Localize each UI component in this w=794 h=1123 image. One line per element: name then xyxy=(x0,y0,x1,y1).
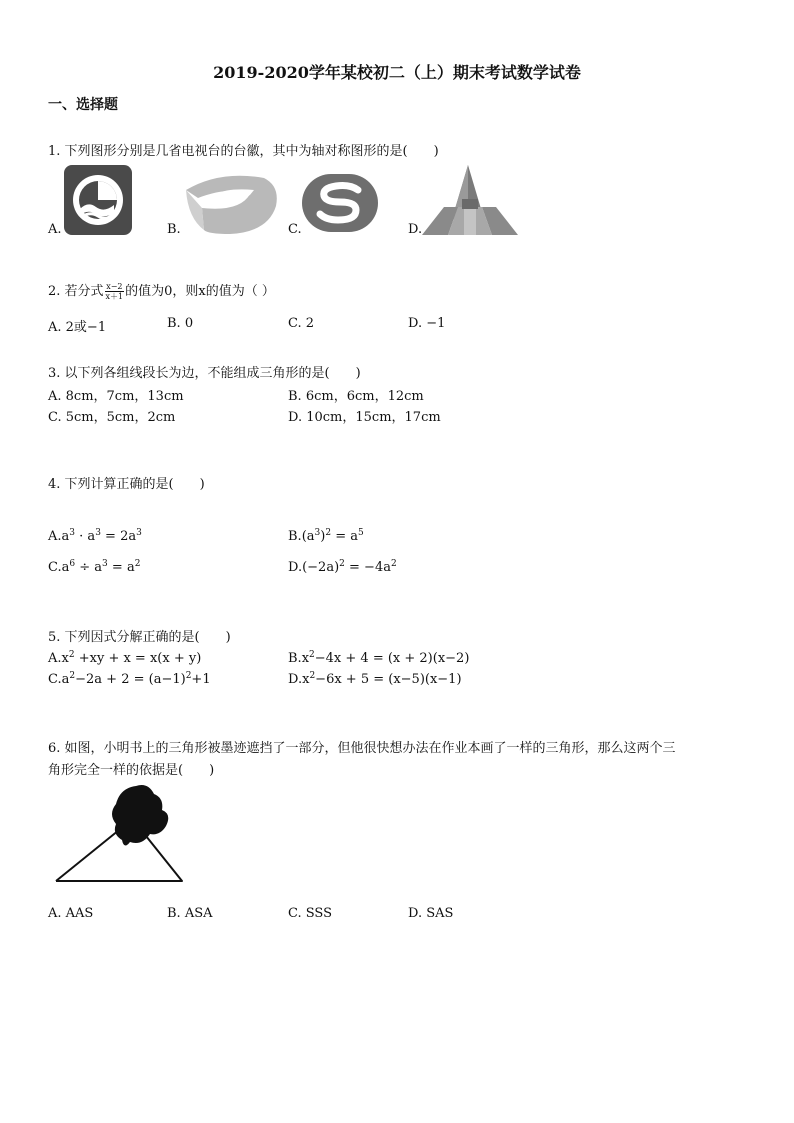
swoosh-logo-icon xyxy=(180,168,280,236)
q5-a-exp1: 2 xyxy=(68,650,75,660)
q4-option-d xyxy=(288,559,397,575)
q6-option-a: A. AAS xyxy=(48,906,94,921)
q5-b-part2: −4x + 4 = (x + 2)(x−2) xyxy=(314,651,470,666)
q4-d-exp1: 2 xyxy=(339,559,345,569)
q4-b-label: B. xyxy=(288,529,302,544)
q5-c-label: C. xyxy=(48,672,62,687)
q4-c-part2: ÷ a xyxy=(75,560,103,575)
q5-option-a xyxy=(48,650,201,666)
q4-b-part2: ) xyxy=(320,529,326,544)
q5-b-label: B. xyxy=(288,651,302,666)
q5-a-label: A. xyxy=(48,651,62,666)
q4-a-part2: · a xyxy=(75,529,96,544)
q5-c-part2: −2a + 2 = (a−1) xyxy=(75,672,186,687)
q3-option-a: A. 8cm，7cm，13cm xyxy=(48,389,184,404)
q2-option-a: A. 2或−1 xyxy=(48,320,107,335)
question-3-stem: 3. 以下列各组线段长为边，不能组成三角形的是( ) xyxy=(48,366,361,381)
q1-option-c-label: C. xyxy=(288,222,302,237)
question-4-stem: 4. 下列计算正确的是( ) xyxy=(48,477,205,492)
s-logo-icon xyxy=(300,172,380,234)
q4-option-b xyxy=(288,528,364,544)
q4-option-c xyxy=(48,559,140,575)
q4-a-part1: a xyxy=(61,529,70,544)
q5-d-label: D. xyxy=(288,672,303,687)
pyramid-logo-icon xyxy=(422,165,518,237)
q5-option-d xyxy=(288,671,462,687)
q4-b-part1: (a xyxy=(301,529,315,544)
q1-option-d-label: D. xyxy=(408,222,423,237)
q3-option-d: D. 10cm，15cm，17cm xyxy=(288,410,441,425)
q1-option-a-label: A. xyxy=(48,222,62,237)
question-5-stem: 5. 下列因式分解正确的是( ) xyxy=(48,630,231,645)
q2-numerator: x−2 xyxy=(106,282,123,291)
circle-wave-logo-icon xyxy=(64,165,132,235)
page-title: 2019-2020学年某校初二（上）期末考试数学试卷 xyxy=(213,63,581,82)
q5-a-part2: +xy + x = x(x + y) xyxy=(74,651,202,666)
q4-a-exp3: 3 xyxy=(136,528,142,538)
q4-a-exp2: 3 xyxy=(95,528,101,538)
question-1-stem: 1. 下列图形分别是几省电视台的台徽，其中为轴对称图形的是( ) xyxy=(48,144,439,159)
q5-d-part2: −6x + 5 = (x−5)(x−1) xyxy=(315,672,462,687)
q6-option-c: C. SSS xyxy=(288,906,333,921)
question-6-line-1: 6. 如图，小明书上的三角形被墨迹遮挡了一部分，但他很快想办法在作业本画了一样的三角形，那么这两个三 xyxy=(48,741,676,756)
q2-option-d: D. −1 xyxy=(408,316,446,331)
q4-b-exp2: 2 xyxy=(325,528,332,538)
q2-fraction xyxy=(105,282,125,301)
q4-d-part1: (−2a) xyxy=(302,560,340,575)
q4-c-part1: a xyxy=(61,560,70,575)
q5-b-exp1: 2 xyxy=(309,650,315,660)
question-6-line-2: 角形完全一样的依据是( ) xyxy=(48,763,215,778)
section-heading: 一、选择题 xyxy=(48,97,118,113)
q4-c-exp1: 6 xyxy=(69,559,76,569)
q2-stem-post: 的值为0，则x的值为（ ） xyxy=(125,284,275,299)
q5-c-exp2: 2 xyxy=(185,671,192,681)
q5-d-exp1: 2 xyxy=(309,671,316,681)
q4-b-part3: = a xyxy=(331,529,358,544)
q2-stem-pre: 2. 若分式 xyxy=(48,284,104,299)
q2-denominator: x＋1 xyxy=(105,292,124,301)
q4-c-part3: = a xyxy=(107,560,135,575)
q5-c-exp1: 2 xyxy=(69,671,76,681)
q3-option-c: C. 5cm，5cm，2cm xyxy=(48,410,176,425)
q4-a-exp1: 3 xyxy=(69,528,76,538)
q5-b-part1: x xyxy=(301,651,310,666)
ink-blot-triangle-figure xyxy=(50,780,190,890)
q3-option-b: B. 6cm，6cm，12cm xyxy=(288,389,424,404)
q1-option-b-label: B. xyxy=(167,222,181,237)
q4-a-label: A. xyxy=(48,529,62,544)
q4-d-exp2: 2 xyxy=(390,559,397,569)
q4-b-exp1: 3 xyxy=(314,528,321,538)
q4-c-exp2: 3 xyxy=(102,559,108,569)
q5-c-part1: a xyxy=(61,672,70,687)
q4-option-a xyxy=(48,528,142,544)
q6-option-d: D. SAS xyxy=(408,906,454,921)
q4-d-label: D. xyxy=(288,560,303,575)
q2-option-b: B. 0 xyxy=(167,316,194,331)
q5-option-c xyxy=(48,671,211,687)
q5-d-part1: x xyxy=(302,672,310,687)
q5-c-part3: +1 xyxy=(191,672,211,687)
q4-b-exp3: 5 xyxy=(357,528,364,538)
question-2-stem xyxy=(48,280,275,301)
q4-c-label: C. xyxy=(48,560,62,575)
q4-d-part2: = −4a xyxy=(344,560,391,575)
q5-option-b xyxy=(288,650,469,666)
q5-a-part1: x xyxy=(61,651,69,666)
q2-option-c: C. 2 xyxy=(288,316,315,331)
q4-a-part3: = 2a xyxy=(100,529,137,544)
q6-option-b: B. ASA xyxy=(167,906,213,921)
q4-c-exp3: 2 xyxy=(134,559,141,569)
